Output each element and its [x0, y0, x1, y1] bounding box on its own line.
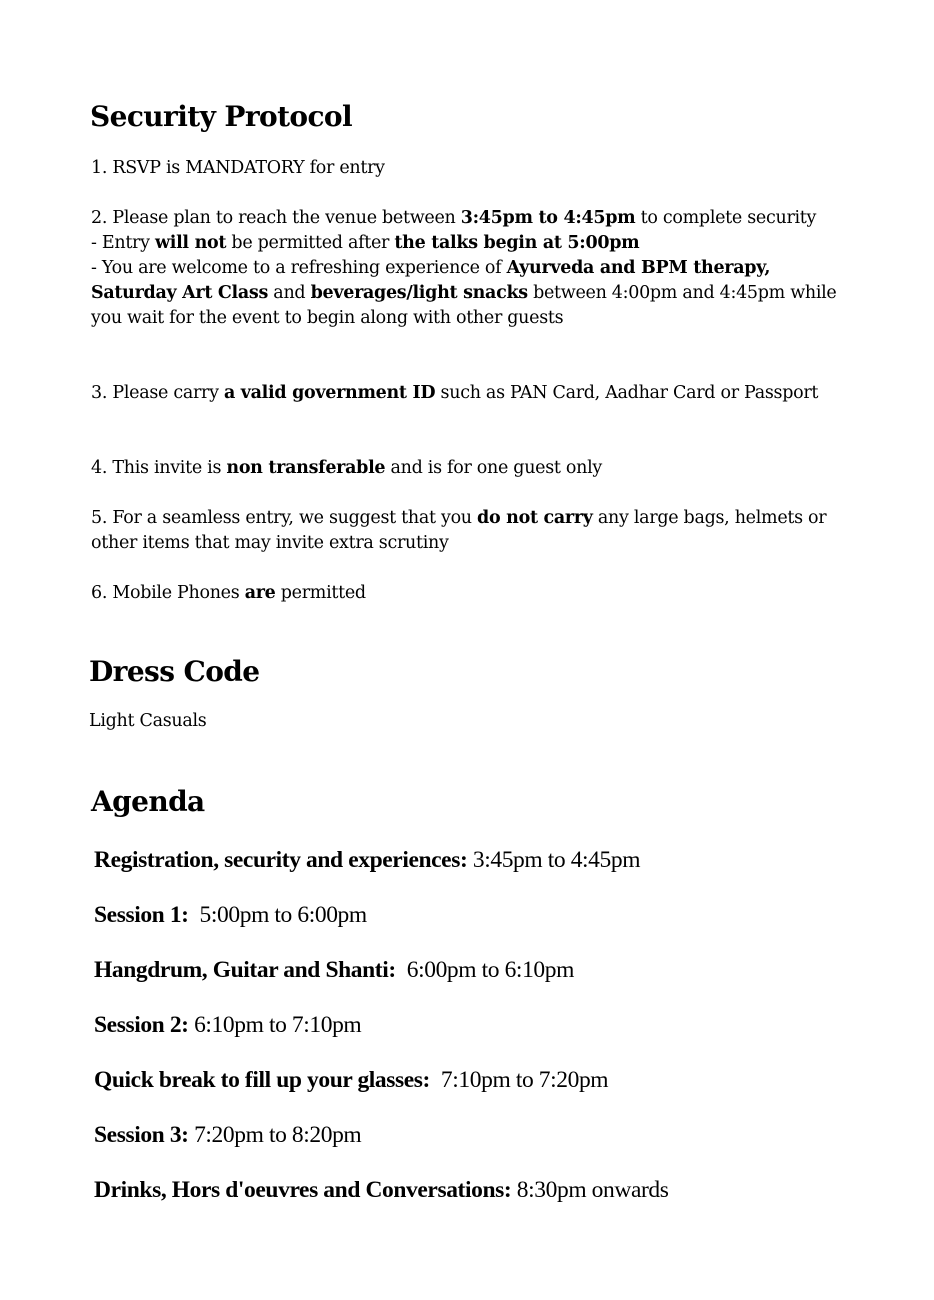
agenda-item-time: 6:10pm to 7:10pm: [188, 1012, 362, 1038]
welcome-ayurveda: Ayurveda and BPM therapy, Saturday Art Class: [91, 258, 771, 303]
agenda-item: [94, 1011, 361, 1039]
security-rule-bags: [91, 506, 861, 556]
id-prefix: 3. Please carry: [91, 383, 224, 403]
phones-bold: are: [244, 583, 276, 603]
invite-prefix: 4. This invite is: [91, 458, 227, 478]
arrival-time: 3:45pm to 4:45pm: [460, 208, 636, 228]
agenda-item-time: 7:20pm to 8:20pm: [188, 1122, 362, 1148]
invite-suffix: and is for one guest only: [385, 458, 603, 478]
invite-bold: non transferable: [226, 458, 386, 478]
agenda-item: [94, 956, 574, 984]
phones-suffix: permitted: [275, 583, 366, 603]
agenda-item: [94, 1121, 361, 1149]
bags-bold: do not carry: [477, 508, 593, 528]
welcome-and: and: [268, 283, 311, 303]
agenda-item: [94, 846, 640, 874]
agenda-item-label: Registration, security and experiences:: [94, 847, 468, 873]
agenda-item-time: 8:30pm onwards: [511, 1177, 669, 1203]
entry-cutoff-text: [91, 231, 861, 256]
entry-will-not: will not: [154, 233, 227, 253]
agenda-item-label: Hangdrum, Guitar and Shanti:: [94, 957, 396, 983]
dress-code-value: Light Casuals: [89, 711, 207, 731]
id-bold: a valid government ID: [223, 383, 436, 403]
security-rule-rsvp: [91, 156, 861, 181]
arrival-text: [91, 206, 861, 231]
security-rule-arrival: [91, 206, 861, 331]
id-suffix: such as PAN Card, Aadhar Card or Passport: [435, 383, 819, 403]
agenda-item-label: Session 3:: [94, 1122, 189, 1148]
invite-text: [91, 456, 861, 481]
welcome-prefix: - You are welcome to a refreshing experience of: [91, 258, 507, 278]
agenda-item: [94, 1176, 669, 1204]
agenda-item: [94, 901, 367, 929]
rsvp-text: 1. RSVP is MANDATORY for entry: [91, 158, 385, 178]
security-rule-invite: [91, 456, 861, 481]
id-text: [91, 381, 861, 406]
agenda-item-time: 6:00pm to 6:10pm: [395, 957, 574, 983]
agenda-item-time: 3:45pm to 4:45pm: [467, 847, 641, 873]
agenda-item-label: Quick break to fill up your glasses:: [94, 1067, 430, 1093]
entry-talks-time: the talks begin at 5:00pm: [394, 233, 640, 253]
phones-text: [91, 581, 861, 606]
agenda-heading: Agenda: [91, 785, 205, 818]
arrival-suffix: to complete security: [635, 208, 817, 228]
phones-prefix: 6. Mobile Phones: [91, 583, 245, 603]
bags-prefix: 5. For a seamless entry, we suggest that you: [91, 508, 478, 528]
agenda-item-label: Session 2:: [94, 1012, 189, 1038]
agenda-item-label: Drinks, Hors d'oeuvres and Conversations:: [94, 1177, 512, 1203]
welcome-suffix: between 4:00pm and 4:45pm while you wait for the event to begin along with other guests: [91, 283, 837, 328]
agenda-item-time: 5:00pm to 6:00pm: [188, 902, 367, 928]
agenda-item-label: Session 1:: [94, 902, 189, 928]
welcome-beverages: beverages/light snacks: [310, 283, 528, 303]
entry-prefix: - Entry: [91, 233, 155, 253]
entry-middle: be permitted after: [226, 233, 395, 253]
security-rule-phones: [91, 581, 861, 606]
security-protocol-heading: Security Protocol: [90, 100, 353, 133]
security-rule-id: [91, 381, 861, 406]
bags-suffix: any large bags, helmets or other items that may invite extra scrutiny: [91, 508, 827, 553]
welcome-text: [91, 256, 861, 331]
dress-code-heading: Dress Code: [89, 655, 260, 688]
agenda-item-time: 7:10pm to 7:20pm: [429, 1067, 609, 1093]
bags-text: [91, 506, 861, 556]
arrival-prefix: 2. Please plan to reach the venue between: [91, 208, 461, 228]
agenda-item: [94, 1066, 608, 1094]
